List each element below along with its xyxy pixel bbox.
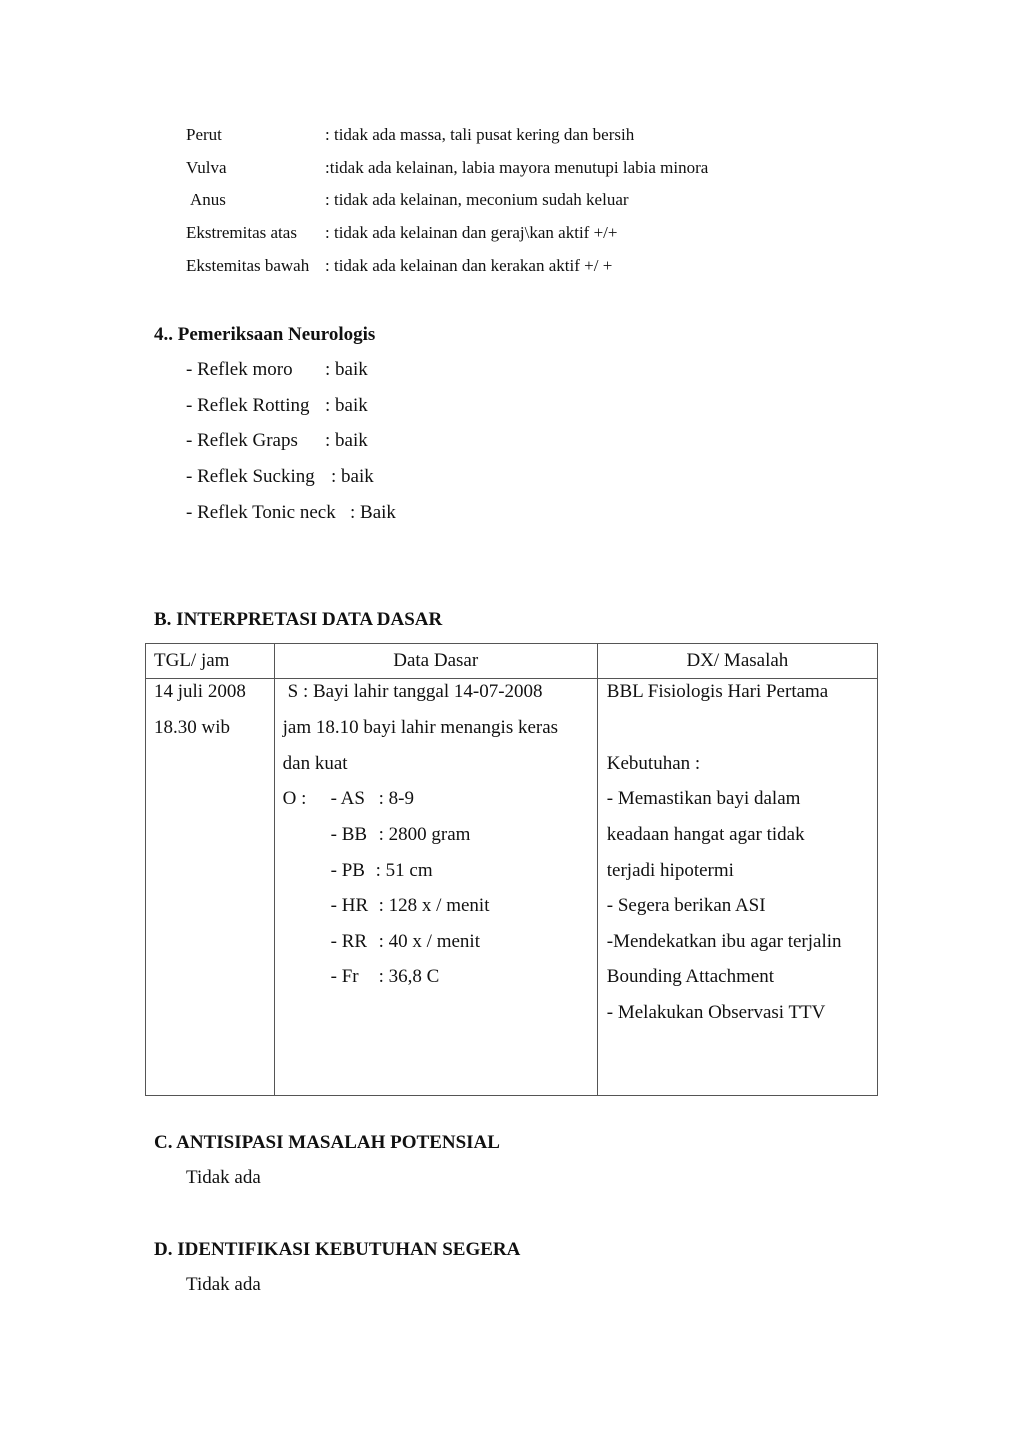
data-dasar-cell xyxy=(274,679,597,1096)
neuro-item-value: : baik xyxy=(325,395,368,416)
objective-label: - PB xyxy=(330,860,365,881)
section-c-text: Tidak ada xyxy=(186,1167,261,1188)
neuro-item-label: - Reflek Rotting xyxy=(186,395,310,416)
objective-value: : 51 cm xyxy=(375,860,433,881)
neuro-item-label: - Reflek moro xyxy=(186,359,293,380)
header-dx-masalah: DX/ Masalah xyxy=(597,644,877,679)
table-row xyxy=(146,679,878,1096)
neuro-item-value: : baik xyxy=(325,430,368,451)
neuro-item-label: - Reflek Tonic neck xyxy=(186,502,336,523)
exam-value-ekstremitas-atas: : tidak ada kelainan dan geraj\kan aktif +/+ xyxy=(325,223,618,242)
interpretation-table xyxy=(145,643,878,1096)
needs-heading: Kebutuhan : xyxy=(606,753,701,774)
needs-line: keadaan hangat agar tidak xyxy=(606,824,805,845)
subjective-line: S : Bayi lahir tanggal 14-07-2008 xyxy=(287,681,543,702)
objective-label: - HR xyxy=(330,895,369,916)
objective-value: : 8-9 xyxy=(378,788,414,809)
header-tgl-jam: TGL/ jam xyxy=(146,644,275,679)
exam-label-anus: Anus xyxy=(190,190,226,209)
exam-label-ekstremitas-atas: Ekstremitas atas xyxy=(186,223,297,242)
header-data-dasar: Data Dasar xyxy=(274,644,597,679)
section-d-heading: D. IDENTIFIKASI KEBUTUHAN SEGERA xyxy=(154,1239,521,1260)
date-cell xyxy=(146,679,275,1096)
exam-value-perut: : tidak ada massa, tali pusat kering dan bersih xyxy=(325,125,635,144)
neuro-item-label: - Reflek Sucking xyxy=(186,466,315,487)
neuro-item-value: : Baik xyxy=(350,502,396,523)
section-c-heading: C. ANTISIPASI MASALAH POTENSIAL xyxy=(154,1132,500,1153)
exam-value-ekstremitas-bawah: : tidak ada kelainan dan kerakan aktif +/ + xyxy=(325,256,613,275)
objective-label: - AS xyxy=(330,788,365,809)
exam-value-anus: : tidak ada kelainan, meconium sudah keluar xyxy=(325,190,629,209)
needs-line: - Melakukan Observasi TTV xyxy=(606,1002,826,1023)
table-header-row xyxy=(146,644,878,679)
objective-prefix: O : xyxy=(282,788,307,809)
date-line: 14 juli 2008 xyxy=(154,681,246,702)
needs-line: -Mendekatkan ibu agar terjalin xyxy=(606,931,842,952)
time-line: 18.30 wib xyxy=(154,717,230,738)
needs-line: Bounding Attachment xyxy=(606,966,775,987)
section-b-heading: B. INTERPRETASI DATA DASAR xyxy=(154,609,443,630)
objective-value: : 36,8 C xyxy=(378,966,440,987)
subjective-line: dan kuat xyxy=(282,753,348,774)
section-d-text: Tidak ada xyxy=(186,1274,261,1295)
needs-line: terjadi hipotermi xyxy=(606,860,734,881)
neuro-item-value: : baik xyxy=(325,359,368,380)
objective-value: : 40 x / menit xyxy=(378,931,480,952)
objective-label: - RR xyxy=(330,931,368,952)
neuro-item-value: : baik xyxy=(331,466,374,487)
objective-value: : 2800 gram xyxy=(378,824,471,845)
exam-label-vulva: Vulva xyxy=(186,158,227,177)
needs-line: - Segera berikan ASI xyxy=(606,895,766,916)
subjective-line: jam 18.10 bayi lahir menangis keras xyxy=(282,717,559,738)
objective-label: - Fr xyxy=(330,966,359,987)
neuro-item-label: - Reflek Graps xyxy=(186,430,298,451)
dx-masalah-cell xyxy=(597,679,877,1096)
needs-line: - Memastikan bayi dalam xyxy=(606,788,801,809)
objective-value: : 128 x / menit xyxy=(378,895,490,916)
exam-value-vulva: :tidak ada kelainan, labia mayora menutupi labia minora xyxy=(325,158,709,177)
exam-label-ekstremitas-bawah: Ekstemitas bawah xyxy=(186,256,310,275)
objective-label: - BB xyxy=(330,824,368,845)
neuro-heading: 4.. Pemeriksaan Neurologis xyxy=(154,324,376,345)
exam-label-perut: Perut xyxy=(186,125,222,144)
diagnosis-text: BBL Fisiologis Hari Pertama xyxy=(606,681,829,702)
